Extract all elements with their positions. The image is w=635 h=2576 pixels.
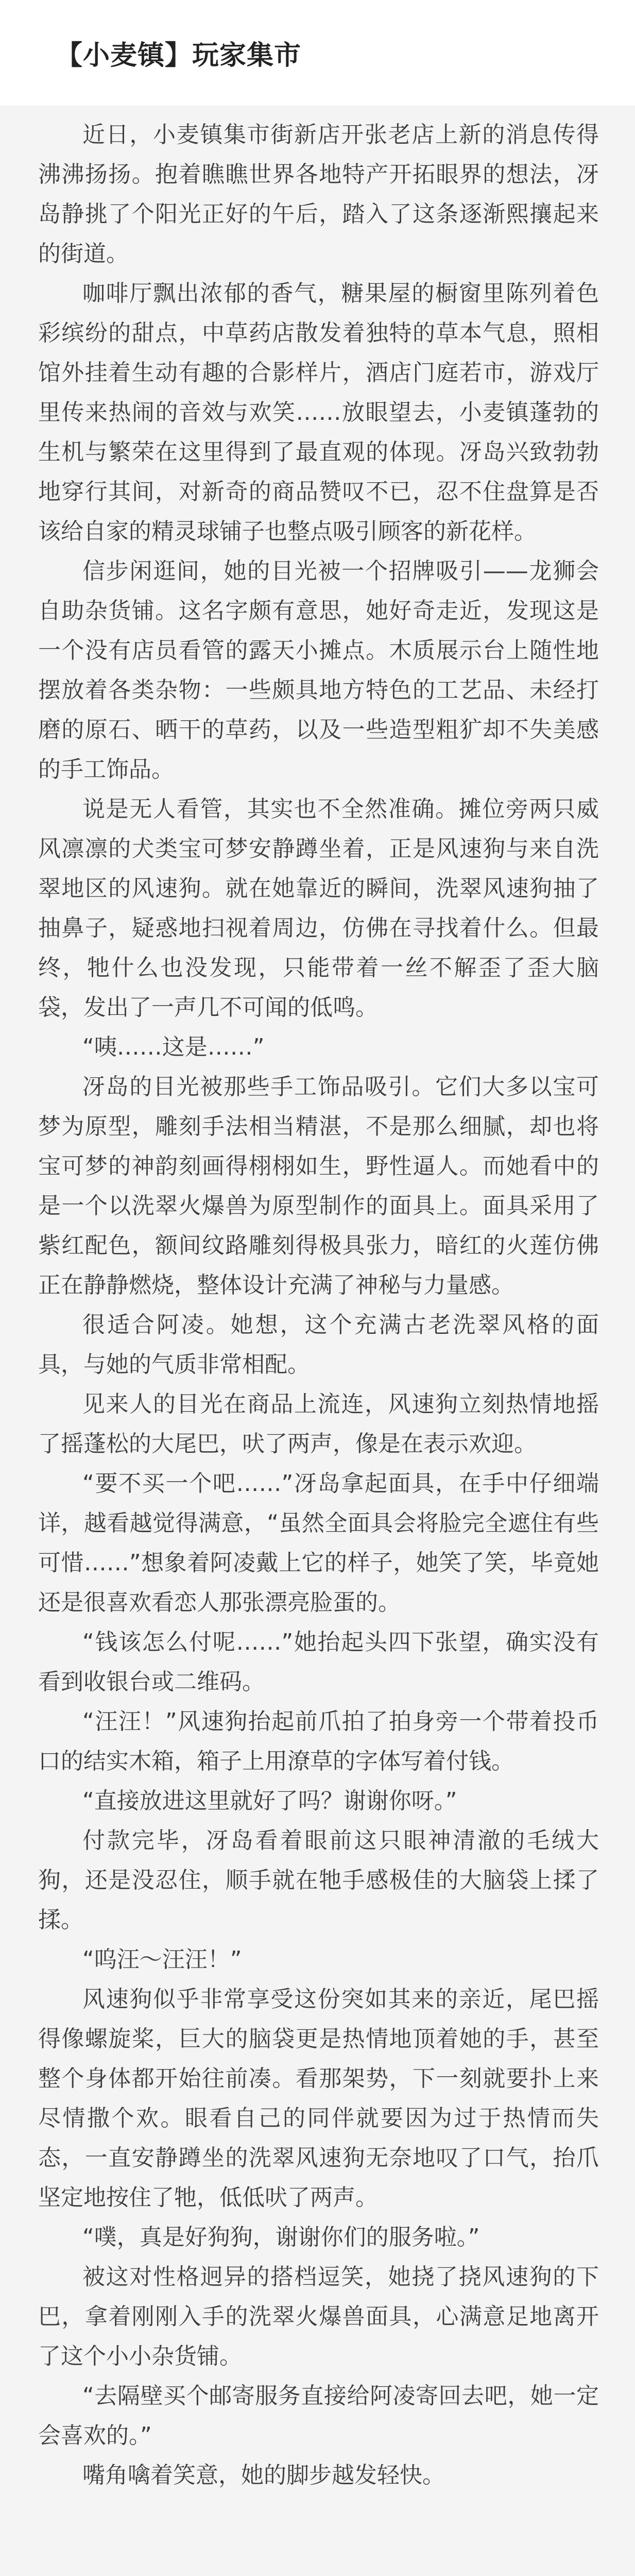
paragraph: 咖啡厅飘出浓郁的香气，糖果屋的橱窗里陈列着色彩缤纷的甜点，中草药店散发着独特的草本气息，照相馆外挂着生动有趣的合影样片，酒店门庭若市，游戏厅里传来热闹的音效与欢笑……放眼望去，小麦镇蓬勃的生机与繁荣在这里得到了最直观的体现。冴岛兴致勃勃地穿行其间，对新奇的商品赞叹不已，忍不住盘算是否该给自家的精灵球铺子也整点吸引顾客的新花样。	[38, 280, 599, 545]
dialogue-line: “去隔壁买个邮寄服务直接给阿凌寄回去吧，她一定会喜欢的。”	[38, 2383, 599, 2449]
dialogue-line: “汪汪！”风速狗抬起前爪拍了拍身旁一个带着投币口的结实木箱，箱子上用潦草的字体写着付钱。	[38, 1708, 599, 1774]
dialogue-line: “咦……这是……”	[82, 1034, 265, 1060]
paragraph: 见来人的目光在商品上流连，风速狗立刻热情地摇了摇蓬松的大尾巴，吠了两声，像是在表示欢迎。	[38, 1391, 599, 1457]
page-title: 【小麦镇】玩家集市	[56, 40, 302, 71]
paragraph: 嘴角噙着笑意，她的脚步越发轻快。	[82, 2462, 445, 2488]
paragraph: 付款完毕，冴岛看着眼前这只眼神清澈的毛绒大狗，还是没忍住，顺手就在牠手感极佳的大脑袋上揉了揉。	[38, 1827, 599, 1933]
article-body	[0, 106, 635, 2576]
dialogue-line: “直接放进这里就好了吗？谢谢你呀。”	[82, 1788, 457, 1814]
page-header	[0, 0, 635, 106]
dialogue-line: “钱该怎么付呢……”她抬起头四下张望，确实没有看到收银台或二维码。	[38, 1629, 599, 1695]
paragraph: 说是无人看管，其实也不全然准确。摊位旁两只威风凛凛的犬类宝可梦安静蹲坐着，正是风速狗与来自洗翠地区的风速狗。就在她靠近的瞬间，洗翠风速狗抽了抽鼻子，疑惑地扫视着周边，仿佛在寻找着什么。但最终，牠什么也没发现，只能带着一丝不解歪了歪大脑袋，发出了一声几不可闻的低鸣。	[38, 796, 599, 1021]
dialogue-line: “噗，真是好狗狗，谢谢你们的服务啦。”	[82, 2224, 480, 2250]
dialogue-line: “要不买一个吧……”冴岛拿起面具，在手中仔细端详，越看越觉得满意，“虽然全面具会将脸完全遮住有些可惜……”想象着阿凌戴上它的样子，她笑了笑，毕竟她还是很喜欢看恋人那张漂亮脸蛋的。	[38, 1470, 599, 1616]
paragraph: 风速狗似乎非常享受这份突如其来的亲近，尾巴摇得像螺旋桨，巨大的脑袋更是热情地顶着她的手，甚至整个身体都开始往前凑。看那架势，下一刻就要扑上来尽情撒个欢。眼看自己的同伴就要因为过于热情而失态，一直安静蹲坐的洗翠风速狗无奈地叹了口气，抬爪坚定地按住了牠，低低吠了两声。	[38, 1986, 599, 2211]
paragraph: 信步闲逛间，她的目光被一个招牌吸引——龙狮会自助杂货铺。这名字颇有意思，她好奇走近，发现这是一个没有店员看管的露天小摊点。木质展示台上随性地摆放着各类杂物：一些颇具地方特色的工艺品、未经打磨的原石、晒干的草药，以及一些造型粗犷却不失美感的手工饰品。	[38, 558, 599, 783]
paragraph: 很适合阿凌。她想，这个充满古老洗翠风格的面具，与她的气质非常相配。	[38, 1312, 599, 1378]
dialogue-line: “呜汪～汪汪！”	[82, 1946, 242, 1973]
paragraph: 近日，小麦镇集市街新店开张老店上新的消息传得沸沸扬扬。抱着瞧瞧世界各地特产开拓眼界的想法，冴岛静挑了个阳光正好的午后，踏入了这条逐渐熙攘起来的街道。	[38, 122, 599, 267]
paragraph: 被这对性格迥异的搭档逗笑，她挠了挠风速狗的下巴，拿着刚刚入手的洗翠火爆兽面具，心满意足地离开了这个小小杂货铺。	[38, 2264, 599, 2369]
paragraph: 冴岛的目光被那些手工饰品吸引。它们大多以宝可梦为原型，雕刻手法相当精湛，不是那么细腻，却也将宝可梦的神韵刻画得栩栩如生，野性逼人。而她看中的是一个以洗翠火爆兽为原型制作的面具上。面具采用了紫红配色，额间纹路雕刻得极具张力，暗红的火莲仿佛正在静静燃烧，整体设计充满了神秘与力量感。	[38, 1074, 599, 1298]
